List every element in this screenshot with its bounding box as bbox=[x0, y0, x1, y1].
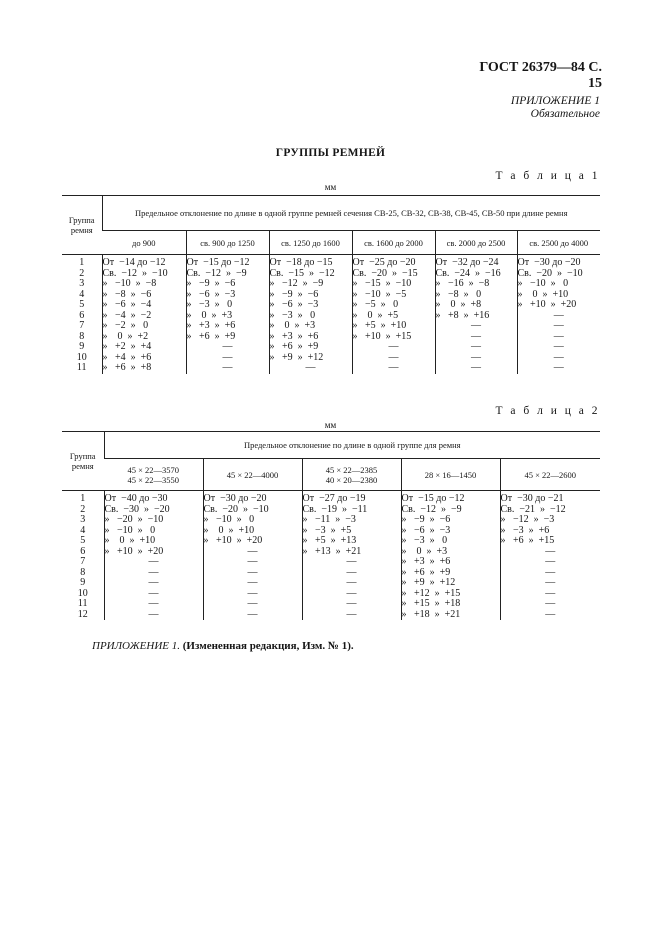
table-row bbox=[62, 599, 600, 610]
deviation-cell: — bbox=[435, 353, 517, 364]
belt-size-line: 45 × 22—3570 bbox=[127, 464, 180, 475]
table-row bbox=[62, 536, 600, 547]
deviation-cell: — bbox=[203, 568, 302, 579]
deviation-cell: Св. −12 » −9 bbox=[401, 505, 500, 516]
deviation-cell: » +6 » +9 bbox=[401, 568, 500, 579]
deviation-cell: — bbox=[104, 589, 203, 600]
deviation-cell: — bbox=[500, 568, 600, 579]
deviation-cell: » −20 » −10 bbox=[104, 515, 203, 526]
deviation-cell: Св. −30 » −20 bbox=[104, 505, 203, 516]
deviation-cell: — bbox=[435, 332, 517, 343]
deviation-cell: » 0 » +3 bbox=[401, 547, 500, 558]
deviation-cell: » −9 » −6 bbox=[186, 279, 269, 290]
group-number: 7 bbox=[79, 320, 85, 331]
deviation-cell: — bbox=[269, 363, 352, 374]
deviation-cell: » +5 » +10 bbox=[352, 321, 435, 332]
deviation-cell: — bbox=[186, 353, 269, 364]
group-number: 11 bbox=[77, 598, 88, 609]
deviation-cell: » 0 » +8 bbox=[435, 300, 517, 311]
table2-col-header bbox=[500, 459, 600, 491]
table1-col-header: св. 2000 до 2500 bbox=[435, 231, 517, 255]
table1-col-header: св. 1250 до 1600 bbox=[269, 231, 352, 255]
deviation-cell: — bbox=[302, 578, 401, 589]
deviation-cell: » −3 » 0 bbox=[186, 300, 269, 311]
deviation-cell: — bbox=[186, 342, 269, 353]
table2-col-header bbox=[203, 459, 302, 491]
table1-col-header: св. 900 до 1250 bbox=[186, 231, 269, 255]
belt-size-line: 45 × 22—4000 bbox=[226, 469, 279, 480]
group-number: 7 bbox=[80, 556, 86, 567]
deviation-cell: » −9 » −6 bbox=[269, 290, 352, 301]
deviation-cell: — bbox=[104, 568, 203, 579]
deviation-cell: От −40 до −30 bbox=[104, 491, 203, 505]
deviation-cell: — bbox=[302, 557, 401, 568]
footnote-ref: ПРИЛОЖЕНИЕ 1. bbox=[92, 640, 180, 652]
deviation-cell: — bbox=[352, 353, 435, 364]
deviation-cell: — bbox=[302, 610, 401, 621]
deviation-cell: » −11 » −3 bbox=[302, 515, 401, 526]
deviation-cell: » −12 » −3 bbox=[500, 515, 600, 526]
page-header-code: ГОСТ 26379—84 С. 15 bbox=[479, 60, 602, 91]
table1-label: Т а б л и ц а 1 bbox=[495, 170, 600, 182]
deviation-cell: — bbox=[352, 363, 435, 374]
deviation-cell: » −10 » 0 bbox=[517, 279, 600, 290]
deviation-cell: — bbox=[435, 363, 517, 374]
table1-col-header: св. 1600 до 2000 bbox=[352, 231, 435, 255]
group-number: 6 bbox=[79, 309, 85, 321]
table1-unit: мм bbox=[324, 182, 337, 192]
table2-unit: мм bbox=[324, 420, 337, 430]
table-row bbox=[62, 547, 600, 558]
table-row bbox=[62, 321, 600, 332]
group-number: 1 bbox=[79, 257, 85, 268]
deviation-cell: — bbox=[352, 342, 435, 353]
deviation-cell: Св. −20 » −10 bbox=[203, 505, 302, 516]
deviation-cell: Св. −19 » −11 bbox=[302, 505, 401, 516]
deviation-cell: » 0 » +3 bbox=[186, 311, 269, 322]
deviation-cell: От −15 до −12 bbox=[401, 491, 500, 505]
table1-col-header: св. 2500 до 4000 bbox=[517, 231, 600, 255]
group-number: 9 bbox=[79, 341, 85, 352]
group-number: 9 bbox=[80, 577, 86, 588]
group-number: 12 bbox=[77, 608, 88, 620]
deviation-cell: » +8 » +16 bbox=[435, 311, 517, 322]
deviation-cell: » 0 » +5 bbox=[352, 311, 435, 322]
table-row bbox=[62, 363, 600, 374]
deviation-cell: — bbox=[500, 610, 600, 621]
table-row bbox=[62, 568, 600, 579]
deviation-cell: » +2 » +4 bbox=[102, 342, 186, 353]
deviation-cell: — bbox=[302, 568, 401, 579]
deviation-cell: — bbox=[302, 589, 401, 600]
group-number: 11 bbox=[76, 362, 87, 373]
table1-span-header: Предельное отклонение по длине в одной группе ремней сечения СВ-25, СВ-32, СВ-38, СВ-45, СВ-50 при длине ремня bbox=[102, 196, 600, 231]
deviation-cell: » −6 » −3 bbox=[186, 290, 269, 301]
table2-col-header bbox=[104, 459, 203, 491]
table-row bbox=[62, 342, 600, 353]
table2-col-header bbox=[401, 459, 500, 491]
deviation-cell: — bbox=[435, 321, 517, 332]
belt-size-line: 45 × 22—3550 bbox=[127, 474, 180, 485]
table1-group-header: Группа ремня bbox=[62, 196, 102, 255]
footnote bbox=[92, 640, 354, 652]
table-row bbox=[62, 279, 600, 290]
deviation-cell: — bbox=[500, 557, 600, 568]
deviation-cell: » −3 » +6 bbox=[500, 526, 600, 537]
annex-title: ПРИЛОЖЕНИЕ 1 bbox=[510, 95, 600, 107]
deviation-cell: Св. −24 » −16 bbox=[435, 269, 517, 280]
deviation-cell: От −14 до −12 bbox=[102, 255, 186, 269]
deviation-cell: — bbox=[517, 332, 600, 343]
deviation-cell: » +9 » +12 bbox=[401, 578, 500, 589]
deviation-cell: » +4 » +6 bbox=[102, 353, 186, 364]
deviation-cell: » +13 » +21 bbox=[302, 547, 401, 558]
deviation-cell: — bbox=[517, 353, 600, 364]
deviation-cell: » +6 » +9 bbox=[186, 332, 269, 343]
belt-size-line: 45 × 22—2600 bbox=[524, 469, 577, 480]
group-number: 3 bbox=[79, 278, 85, 289]
deviation-cell: — bbox=[517, 363, 600, 374]
deviation-cell: » −8 » −6 bbox=[102, 290, 186, 301]
table2-group-header: Группа ремня bbox=[62, 432, 104, 491]
deviation-cell: » +3 » +6 bbox=[401, 557, 500, 568]
deviation-cell: — bbox=[500, 547, 600, 558]
deviation-cell: От −30 до −20 bbox=[517, 255, 600, 269]
table-row bbox=[62, 515, 600, 526]
deviation-cell: От −30 до −21 bbox=[500, 491, 600, 505]
deviation-cell: — bbox=[517, 311, 600, 322]
footnote-text: (Измененная редакция, Изм. № 1). bbox=[182, 640, 354, 652]
deviation-cell: » +12 » +15 bbox=[401, 589, 500, 600]
group-number: 2 bbox=[79, 267, 85, 279]
deviation-cell: — bbox=[203, 610, 302, 621]
deviation-cell: От −15 до −12 bbox=[186, 255, 269, 269]
deviation-cell: От −32 до −24 bbox=[435, 255, 517, 269]
deviation-cell: » +3 » +6 bbox=[269, 332, 352, 343]
table1-col-header: до 900 bbox=[102, 231, 186, 255]
deviation-cell: » +3 » +6 bbox=[186, 321, 269, 332]
group-number: 10 bbox=[77, 587, 88, 599]
deviation-cell: » +10 » +20 bbox=[104, 547, 203, 558]
annex-status: Обязательное bbox=[530, 108, 600, 120]
deviation-cell: Св. −12 » −10 bbox=[102, 269, 186, 280]
deviation-cell: » −9 » −6 bbox=[401, 515, 500, 526]
table-row bbox=[62, 610, 600, 621]
deviation-cell: » −6 » −4 bbox=[102, 300, 186, 311]
group-number: 8 bbox=[79, 330, 85, 342]
deviation-cell: Св. −15 » −12 bbox=[269, 269, 352, 280]
deviation-cell: — bbox=[104, 610, 203, 621]
group-number: 10 bbox=[76, 351, 87, 363]
section-title: ГРУППЫ РЕМНЕЙ bbox=[275, 147, 386, 159]
table2-label: Т а б л и ц а 2 bbox=[495, 405, 600, 417]
deviation-cell: — bbox=[203, 557, 302, 568]
deviation-cell: » 0 » +10 bbox=[517, 290, 600, 301]
annex-block bbox=[430, 95, 600, 121]
group-number: 6 bbox=[80, 545, 86, 557]
deviation-cell: » −6 » −3 bbox=[269, 300, 352, 311]
group-number: 4 bbox=[79, 288, 85, 300]
deviation-cell: » −8 » 0 bbox=[435, 290, 517, 301]
belt-size-line: 40 × 20—2380 bbox=[325, 474, 378, 485]
group-number: 1 bbox=[80, 493, 86, 504]
deviation-cell: » +10 » +20 bbox=[517, 300, 600, 311]
deviation-cell: » +5 » +13 bbox=[302, 536, 401, 547]
deviation-cell: Св. −20 » −15 bbox=[352, 269, 435, 280]
deviation-cell: » −12 » −9 bbox=[269, 279, 352, 290]
table-row bbox=[62, 255, 600, 269]
deviation-cell: » −15 » −10 bbox=[352, 279, 435, 290]
deviation-cell: » −3 » 0 bbox=[269, 311, 352, 322]
deviation-cell: От −18 до −15 bbox=[269, 255, 352, 269]
deviation-cell: — bbox=[203, 599, 302, 610]
deviation-cell: » +18 » +21 bbox=[401, 610, 500, 621]
table-row bbox=[62, 578, 600, 589]
group-number: 8 bbox=[80, 566, 86, 578]
deviation-cell: — bbox=[186, 363, 269, 374]
deviation-cell: — bbox=[302, 599, 401, 610]
deviation-cell: » −10 » −8 bbox=[102, 279, 186, 290]
belt-size-line: 28 × 16—1450 bbox=[424, 469, 477, 480]
table2-col-header bbox=[302, 459, 401, 491]
belt-size-line: 45 × 22—2385 bbox=[325, 464, 378, 475]
deviation-cell: — bbox=[500, 599, 600, 610]
deviation-cell: От −30 до −20 bbox=[203, 491, 302, 505]
deviation-cell: — bbox=[104, 557, 203, 568]
deviation-cell: » −3 » +5 bbox=[302, 526, 401, 537]
deviation-cell: — bbox=[517, 321, 600, 332]
deviation-cell: Св. −21 » −12 bbox=[500, 505, 600, 516]
deviation-cell: » 0 » +10 bbox=[203, 526, 302, 537]
deviation-cell: — bbox=[203, 547, 302, 558]
deviation-cell: » +6 » +15 bbox=[500, 536, 600, 547]
deviation-cell: » +6 » +8 bbox=[102, 363, 186, 374]
table-row bbox=[62, 557, 600, 568]
group-number: 3 bbox=[80, 514, 86, 525]
deviation-cell: » −16 » −8 bbox=[435, 279, 517, 290]
group-number: 5 bbox=[79, 299, 85, 310]
deviation-cell: От −25 до −20 bbox=[352, 255, 435, 269]
deviation-cell: » −3 » 0 bbox=[401, 536, 500, 547]
deviation-cell: — bbox=[203, 589, 302, 600]
deviation-cell: » +6 » +9 bbox=[269, 342, 352, 353]
deviation-cell: » +10 » +15 bbox=[352, 332, 435, 343]
table-row bbox=[62, 300, 600, 311]
deviation-cell: — bbox=[435, 342, 517, 353]
deviation-cell: Св. −12 » −9 bbox=[186, 269, 269, 280]
table-row bbox=[62, 491, 600, 505]
deviation-cell: » 0 » +3 bbox=[269, 321, 352, 332]
deviation-cell: » −10 » 0 bbox=[203, 515, 302, 526]
deviation-cell: — bbox=[104, 578, 203, 589]
deviation-cell: — bbox=[517, 342, 600, 353]
group-number: 5 bbox=[80, 535, 86, 546]
group-number: 4 bbox=[80, 524, 86, 536]
table2-span-header: Предельное отклонение по длине в одной группе для ремня bbox=[104, 432, 600, 459]
deviation-cell: » −6 » −3 bbox=[401, 526, 500, 537]
deviation-cell: — bbox=[104, 599, 203, 610]
deviation-cell: » +10 » +20 bbox=[203, 536, 302, 547]
table-row bbox=[62, 589, 600, 600]
deviation-cell: » +9 » +12 bbox=[269, 353, 352, 364]
deviation-cell: » −5 » 0 bbox=[352, 300, 435, 311]
deviation-cell: Св. −20 » −10 bbox=[517, 269, 600, 280]
group-number: 2 bbox=[80, 503, 86, 515]
deviation-cell: » −10 » 0 bbox=[104, 526, 203, 537]
deviation-cell: » 0 » +10 bbox=[104, 536, 203, 547]
deviation-cell: » −10 » −5 bbox=[352, 290, 435, 301]
table2 bbox=[62, 431, 600, 620]
deviation-cell: » 0 » +2 bbox=[102, 332, 186, 343]
deviation-cell: — bbox=[500, 589, 600, 600]
deviation-cell: » −2 » 0 bbox=[102, 321, 186, 332]
deviation-cell: От −27 до −19 bbox=[302, 491, 401, 505]
deviation-cell: » −4 » −2 bbox=[102, 311, 186, 322]
deviation-cell: — bbox=[500, 578, 600, 589]
deviation-cell: — bbox=[203, 578, 302, 589]
table1 bbox=[62, 195, 600, 374]
deviation-cell: » +15 » +18 bbox=[401, 599, 500, 610]
